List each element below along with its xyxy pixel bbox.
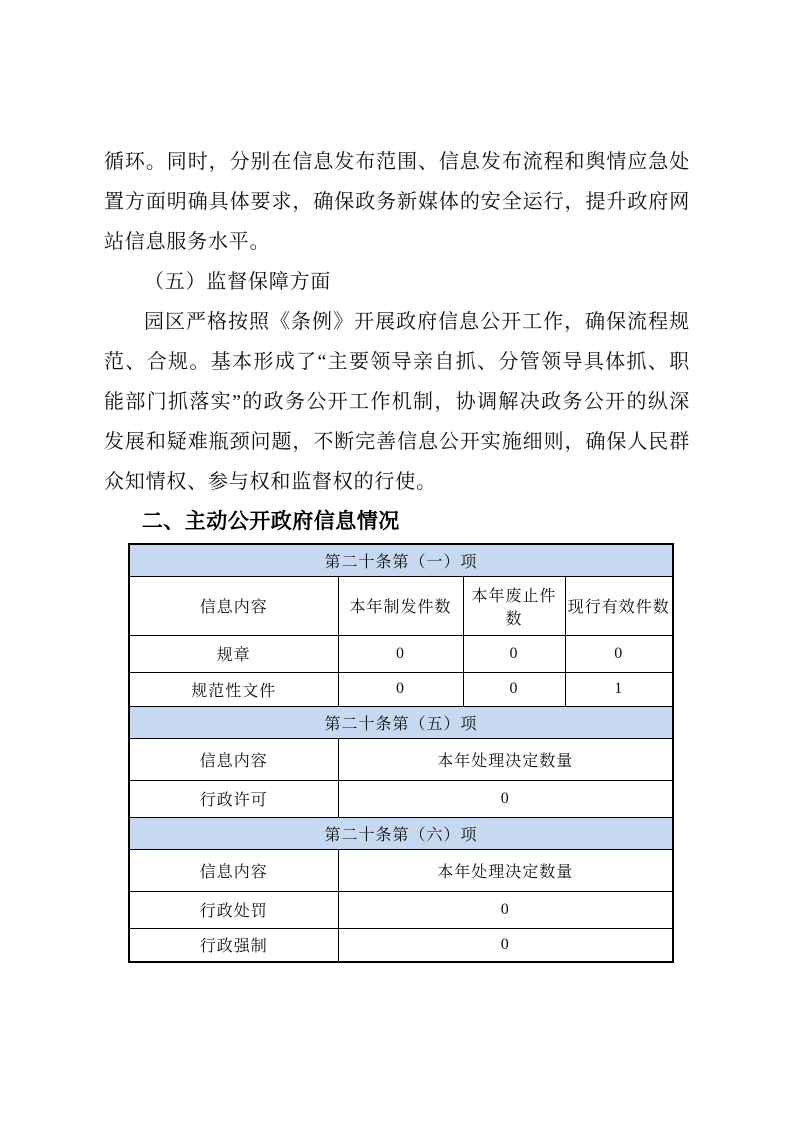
cell-value: 0 [338, 891, 673, 928]
column-header: 信息内容 [129, 738, 338, 780]
section-heading: 二、主动公开政府信息情况 [141, 510, 400, 533]
table-row-section1-header [129, 576, 673, 635]
table-row [129, 672, 673, 706]
row-label: 行政处罚 [129, 891, 338, 928]
cell-value: 1 [565, 672, 673, 706]
paragraph-supervision-body: 园区严格按照《条例》开展政府信息公开工作，确保流程规范、合规。基本形成了“主要领导亲自抓、分管领导具体抓、职能部门抓落实”的政务公开工作机制，协调解决政务公开的纵深发展和疑难瓶颈问题，不断完善信息公开实施细则，确保人民群众知情权、参与权和监督权的行使。 [104, 311, 690, 493]
row-label: 行政许可 [129, 780, 338, 817]
paragraph-section-five-title: （五）监督保障方面 [144, 271, 332, 293]
table-row [129, 635, 673, 672]
cell-value: 0 [338, 635, 463, 672]
row-label: 规范性文件 [129, 672, 338, 706]
table-row-section2-header [129, 738, 673, 780]
column-header: 本年处理决定数量 [338, 849, 673, 891]
table-row-section2-band [129, 706, 673, 738]
table-row [129, 928, 673, 962]
cell-value: 0 [338, 672, 463, 706]
table-row [129, 891, 673, 928]
column-header: 本年废止件数 [463, 576, 565, 635]
cell-value: 0 [463, 672, 565, 706]
cell-value: 0 [338, 780, 673, 817]
column-header: 本年处理决定数量 [338, 738, 673, 780]
column-header: 本年制发件数 [338, 576, 463, 635]
column-header: 信息内容 [129, 576, 338, 635]
table-row-section3-header [129, 849, 673, 891]
cell-value: 0 [463, 635, 565, 672]
row-label: 行政强制 [129, 928, 338, 962]
table-row-section3-band [129, 817, 673, 849]
table-row [129, 780, 673, 817]
paragraph-continuation: 循环。同时，分别在信息发布范围、信息发布流程和舆情应急处置方面明确具体要求，确保政务新媒体的安全运行，提升政府网站信息服务水平。 [104, 151, 690, 253]
column-header: 现行有效件数 [565, 576, 673, 635]
section1-title: 第二十条第（一）项 [129, 544, 673, 576]
column-header: 信息内容 [129, 849, 338, 891]
table-row-section1-band [129, 544, 673, 576]
cell-value: 0 [565, 635, 673, 672]
cell-value: 0 [338, 928, 673, 962]
section2-title: 第二十条第（五）项 [129, 706, 673, 738]
row-label: 规章 [129, 635, 338, 672]
section3-title: 第二十条第（六）项 [129, 817, 673, 849]
disclosure-table [128, 543, 674, 963]
document-content [104, 142, 690, 963]
